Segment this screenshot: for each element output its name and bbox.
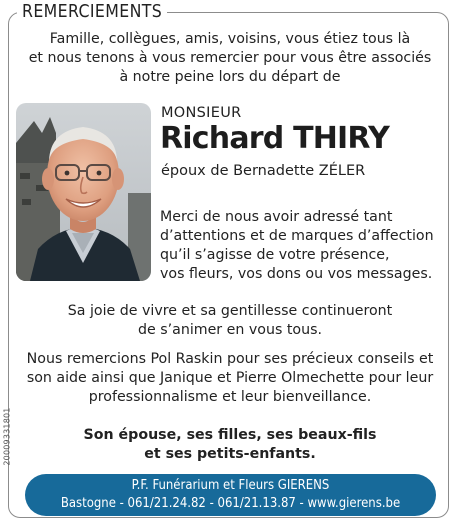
tribute-line: Sa joie de vivre et sa gentillesse continueront	[67, 303, 393, 319]
deceased-name: Richard THIRY	[160, 121, 389, 156]
acknowledgement-line: Nous remercions Pol Raskin pour ses précieux conseils et	[26, 351, 434, 367]
intro-line: Famille, collègues, amis, voisins, vous étiez tous là	[49, 31, 411, 47]
thanks-line: vos fleurs, vos dons ou vos messages.	[160, 266, 433, 282]
tribute-paragraph	[14, 302, 446, 340]
intro-line: à notre peine lors du départ de	[119, 69, 341, 85]
acknowledgement-line: professionnalisme et leur bienveillance.	[88, 389, 372, 405]
thanks-line: qu’il s’agisse de votre présence,	[160, 247, 390, 263]
acknowledgement-paragraph	[14, 350, 446, 407]
thanks-text	[160, 208, 434, 284]
portrait-photo	[16, 103, 151, 281]
family-signature	[20, 426, 440, 464]
intro-text	[20, 30, 440, 87]
funeral-home-banner	[25, 474, 436, 516]
signature-line: et ses petits-enfants.	[144, 446, 316, 462]
reference-number	[1, 398, 13, 478]
funeral-home-name: P.F. Funérarium et Fleurs GIERENS	[131, 478, 330, 493]
intro-line: et nous tenons à vous remercier pour vous être associés	[28, 50, 432, 66]
deceased-civility: MONSIEUR	[161, 105, 242, 121]
acknowledgement-line: son aide ainsi que Janique et Pierre Olmechette pour leur	[26, 370, 434, 386]
funeral-home-contact: Bastogne - 061/21.24.82 - 061/21.13.87 - www.gierens.be	[60, 496, 401, 511]
tribute-line: de s’animer en vous tous.	[137, 322, 322, 338]
signature-line: Son épouse, ses filles, ses beaux-fils	[83, 427, 377, 443]
thanks-line: d’attentions et de marques d’affection	[160, 228, 434, 244]
notice-heading: REMERCIEMENTS	[17, 0, 167, 24]
deceased-spouse: époux de Bernadette ZÉLER	[161, 163, 366, 179]
thanks-line: Merci de nous avoir adressé tant	[160, 209, 393, 225]
reference-text: 20009331801	[2, 407, 12, 466]
